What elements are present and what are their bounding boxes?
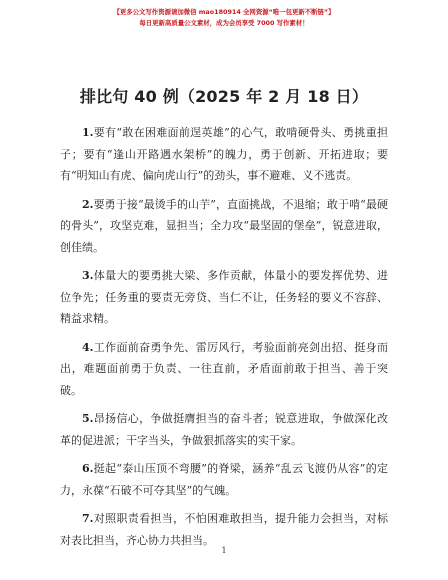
paragraph-number: 6.: [82, 462, 94, 475]
paragraph-text: 昂扬信心，争做挺膺担当的奋斗者；锐意进取，争做深化改革的促进派；干字当头，争做狠抓落实的实干家。: [60, 412, 388, 447]
paragraph-5: [60, 408, 388, 451]
paragraph-2: [60, 194, 388, 259]
paragraph-3: [60, 265, 388, 330]
header-banner: [0, 7, 448, 29]
paragraph-text: 要勇于接“最烫手的山芋”，直面挑战，不退缩；敢于啃“最硬的骨头”，攻坚克难，显担当；全力攻“最坚固的堡垒”，锐意进取，创佳绩。: [60, 197, 388, 254]
paragraph-text: 体量大的要勇挑大梁、多作贡献，体量小的要发挥优势、进位争先；任务重的要责无旁贷、当仁不让，任务轻的要义不容辞、精益求精。: [60, 269, 388, 325]
paragraph-text: 对照职责看担当，不怕困难敢担当，提升能力会担当，对标对表比担当，齐心协力共担当。: [60, 512, 388, 547]
paragraph-7: [60, 508, 388, 551]
paragraph-number: 1.: [82, 126, 94, 139]
paragraph-6: [60, 458, 388, 501]
paragraph-number: 2.: [82, 197, 94, 211]
paragraph-number: 7.: [82, 512, 94, 525]
banner-line-2: 每日更新高质量公文素材，成为会员享受 7000 写作素材！: [139, 19, 309, 27]
paragraph-text: 挺起“泰山压顶不弯腰”的脊梁，涵养“乱云飞渡仍从容”的定力，永葆“石破不可夺其坚”的气魄。: [60, 462, 388, 497]
paragraph-text: 要有“敢在困难面前逞英雄”的心气，敢啃硬骨头、勇挑重担子；要有“逢山开路遇水架桥”的魄力，勇于创新、开拓进取；要有“明知山有虎、偏向虎山行”的劲头，事不避难、义不逃责。: [60, 126, 388, 182]
document-title: 排比句 40 例（2025 年 2 月 18 日）: [79, 87, 369, 106]
document-body: [60, 122, 388, 558]
paragraph-number: 4.: [82, 340, 94, 354]
page-number: 1: [221, 546, 227, 555]
paragraph-1: [60, 122, 388, 187]
paragraph-4: [60, 337, 388, 402]
paragraph-number: 5.: [82, 412, 94, 425]
paragraph-text: 工作面前奋勇争先、雷厉风行，考验面前亮剑出招、挺身而出，难题面前勇于负责、一往直前，矛盾面前敢于担当、善于突破。: [60, 340, 388, 397]
banner-line-1: 【更多公文写作资源请加微信 mao180914 全网资源“唯一包更新不断链”】: [113, 8, 335, 16]
paragraph-number: 3.: [82, 269, 94, 282]
